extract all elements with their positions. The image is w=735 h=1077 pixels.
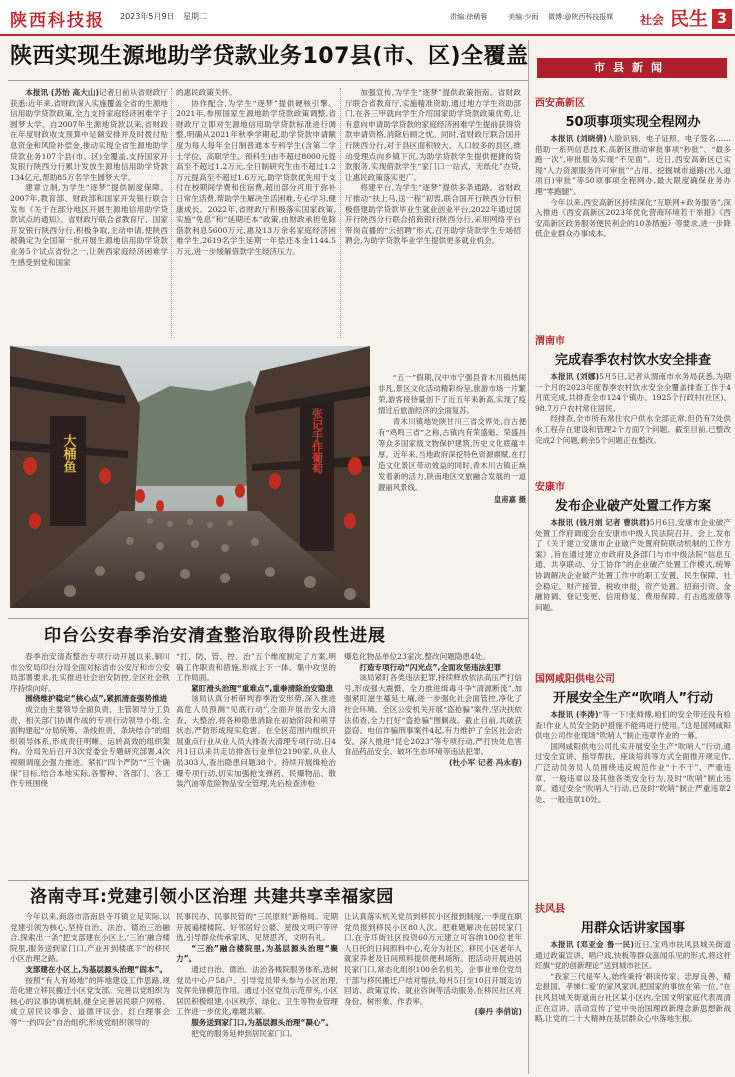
news-title: 用群众话讲家国事 (580, 921, 685, 936)
article-signature: (秦丹 李俏谊) (474, 1007, 522, 1017)
news-region: 渭南市 (535, 336, 565, 347)
sidebar-news-item (535, 94, 731, 307)
news-region: 国网咸阳供电公司 (535, 674, 615, 685)
article3-col1 (10, 912, 170, 1074)
article-para: 让认真落实机关党员到移民小区报到制度,一季度在职党员报到移民小区80人次。把难题解决在居民家门口,在寺耳街社区投资60万元建立可容纳100位老年人日托的日间照料中心,充分为社区、移民小区老年人就家养老及日间照料提供便利场所。把活动开展进居民家门口,常态化组织100余名机关、企事业单位党员干部与移民搬迁户结对帮扶,每月5日至10日开展走访回访、政策宣传、就业咨询等活动服务,在移民社区亮身份、树形象、作表率。 (344, 912, 522, 1006)
column-divider (340, 88, 341, 338)
column-divider (171, 88, 172, 338)
article2-col1 (10, 652, 170, 876)
article-para: 该局紧盯各类违法犯罪,持续释放依法高压严打信号,形成强大震慑。全力推进缉毒斗争“清源断流”,加强紧盯滋生蔓延土壤,进一步强化社会面管控,净化了社会环境。全区公安机关开展“盗抢骗”案件,坚决扶依法侦查,全力打好“盗抢骗”围剿战。截止目前,共破获盗窃、电信诈骗刑事案件4起,有力维护了全区社会治安。深入推进“昆仑2023”等专项行动,严打快处危害食品药品安全、破坏生态环境等违法犯罪。 (344, 673, 522, 757)
shop-sign-text: 大桶鱼 (60, 434, 76, 473)
news-region: 安康市 (535, 482, 565, 493)
section-big-label: 民生 (670, 8, 709, 30)
article-subheading: 支部建在小区上,为基层源头治理“固本”。 (25, 964, 168, 974)
main-article-para: 本报讯 (苏怡 高大山)记者日前从省财政厅获悉:近年来,省财政深入实施覆盖全省的生源地信用助学贷款政策,全力支持家庭经济困难学子圆梦大学。自2007年生源地贷款以来,省财政在年度财政收支预算中足额安排并及时拨付贴息资金和风险补偿金,推动实现全省生源地助学贷款业务107个县(市、区)全覆盖,支持国家开发银行陕西分行累计发放生源地信用助学贷款134亿元,帮助85万名学生圆梦大学。 (10, 88, 168, 182)
article-para: 今年以来,商洛市洛南县寺耳镇立足实际,以党建引领为核心,坚持自治、法治、德治三治融合,探索出一条“把支部建在小区上,‘三治’融合楼院里,服务送到家门口,产业开到楼底下”的移民小区治理之路。 (10, 912, 170, 964)
news-title: 完成春季农村饮水安全排查 (554, 353, 711, 368)
article-para: 把党的服务延伸到居民家门口, (191, 1028, 293, 1038)
masthead (0, 0, 735, 36)
sidebar-news-item (535, 670, 731, 915)
main-article-para: 加强宣传,为学生“逐梦”提供政策指南。省财政厅联合省教育厅,实施精准资助,通过地方学生资助部门,在各三甲就向学生介绍国家助学贷款政策优势,让有意向申请助学贷款的家庭经济困难学生提前获得贷款申请资格,消除后顾之忧。同时,省财政厅联合国开行陕西分行,对于县区面积较大、人口较多的县区,推动受理点向乡镇下沉,为助学贷款学生提供便捷的贷款服务,实现借款学生“家门口一站式、无纸化”办贷,让惠民政策落实更广。 (345, 88, 521, 182)
sidebar-header: 市县新闻 (594, 61, 670, 74)
news-region: 西安高新区 (535, 98, 585, 109)
article-para: 爆危化物品单位23家次,整改问题隐患4处。 (344, 652, 490, 661)
news-title: 开展安全生产“吹哨人”行动 (552, 691, 714, 706)
byline: 本报讯 (苏怡 高大山) (25, 88, 99, 97)
main-article-para: 的惠民政策关怀。 (176, 88, 237, 97)
sidebar (531, 40, 735, 1077)
section-rule (8, 618, 528, 619)
article3-headline: 洛南寺耳:党建引领小区治理 共建共享幸福家园 (30, 887, 394, 907)
issue-weekday: 星期二 (183, 12, 207, 21)
photo-caption-text: 青木川镇地处陕甘川三省交界处,自古便有“鸡鸣三省”之称,古镇内有荣盛魁、荣盛昌等众多国家级文物保护建筑,历史文化底蕴丰厚。近年来,当地政府深挖特色资源禀赋,在打造文化景区带动效益的同时,青木川古镇正焕发着新的活力,陕南地区文旅融合发展的一道靓丽风景线。 (378, 417, 526, 492)
street-scene-image (10, 346, 370, 608)
news-photo (10, 346, 370, 608)
masthead-rule (0, 34, 735, 36)
news-title: 发布企业破产处置工作方案 (554, 499, 711, 514)
article-signature: (杜小军 记者 冯永春) (449, 757, 522, 767)
byline: 本报讯 (刘晓倩) (550, 134, 607, 143)
headline-rule (8, 80, 528, 81)
article-subheading: 服务送到家门口,为基层源头治理“凝心”。 (191, 1017, 334, 1027)
sidebar-news-item (535, 478, 731, 688)
article-para: 春季治安清查整治专项行动开展以来,铜川市公安局印台分局全面对标省市公安厅和市公安局部署要求,扎实推进社会治安防控,全区社会秩序持续向好。 (10, 652, 170, 693)
sidebar-news-item (535, 900, 731, 1077)
news-body: 本报讯 (邓亚金 鲁一民)近日,宝鸡市扶风县城关街道通过政策宣讲、唱户戏,快板等群众喜闻乐见的形式,将这杆红旗“党的创新理论”送到城市社区。 “我家三代是军人,始终秉持‘耕读传家、忠厚良善、精忠报国、孝悌仁爱’的家风家训,把国家的事放在第一位。”在扶风县城关街道南台社区某小区内,全国文明家庭代表周清正在宣讲。活动宣传了党中央治国理政新理念新思想新战略,让党的二十大精神在基层群众心中落地生根。 (535, 940, 731, 1024)
editor-credit: 责编:徐稀蓉 (450, 13, 488, 21)
photo-credit: 皇甫嘉 摄 (493, 495, 526, 504)
designer-credit: 美编:少雨 (508, 13, 539, 21)
news-body: 本报讯 (钱月娟 记者 曹洪君)5月6日,安康市企业破产处置工作府调度会在安康市中级人民法院召开。会上,发布了《关于建立安康市企业破产处置府院联动机制的工作方案》,旨在通过建立市政府及各部门与市中级法院“信息互通、共享联动、分工协作”的企业破产处置工作模式,统筹协调解决企业破产处置工作中的职工安置、民生保障、社会稳定、财产接管、税收申报、资产处置、招商引资、金融协调、登记变更、信用修复、费用保障、打击逃废债等问题。 (535, 518, 731, 612)
section-rule (8, 880, 528, 881)
news-body: 本报讯 (李涛)“等一下!张师傅,咱们的安全带还没有检查!作业人员安全防护措施不能再进行使用。”这是国网咸阳供电公司作业现场“吹哨人”制止违章作业的一幕。 国网咸阳供电公司扎实开展安全生产“吹哨人”行动,通过安全宣讲、指导帮扶、座谈培训等方式全面推开规定作,广泛动员务员人员围绕违反规范作业“十不干”、严重违章、一般违章以及其他各类安全行为,及时“吹哨”制止违章。通过安全“吹哨人”行动,已及时“吹哨”制止严重违章2处、一般违章10处。 (535, 710, 731, 804)
article2-headline: 印台公安春季治安清查整治取得阶段性进展 (44, 626, 386, 646)
masthead-band (0, 0, 735, 32)
news-region: 扶风县 (535, 904, 565, 915)
photo-caption-text: “五一”假期,汉中市宁强县青木川镇热闹非凡,景区文化活动精彩纷呈,旅游市场一片繁荣,游客接待量创下了近五年来新高,实现了疫情过后旅游经济的全面复苏。 (378, 373, 526, 415)
article3-col3 (344, 912, 522, 1074)
main-article-col1 (10, 88, 168, 336)
main-article-para: 建章立制,为学生“逐梦”提供制度保障。2007年,教育部、财政部和国家开发银行联合发布《关于在部分地区开展生源地信用助学贷款试点的通知》。省财政厅联合省教育厅、国家开发银行陕西分行,积极争取,主动申请,使陕西被确定为全国第一批开展生源地信用助学贷款业务5个试点省份之一,让陕西家庭经济困难学生感受到党和国家 (10, 183, 168, 267)
article-para: 按照“有人有场地”的阵地建设工作思路,规范化建立移民搬迁小区党支部。完善以党组织为核心的议事协调机制,健全完善居民联户网格、成立居民议事会、道德评议会、红白理事会等“一约四会”自治组织,形成党组织领导的 (10, 975, 170, 1027)
article-para: “打、防、管、控、治”五个维度制定了方案,明确工作职责和措施,形成上下一体、集中攻坚的工作局面。 (176, 652, 336, 683)
article2-col2 (176, 652, 336, 876)
sidebar-divider (528, 40, 529, 1074)
article-subheading: 紧盯滑头治理“重难点”,重拳清除治安隐患 (191, 683, 334, 693)
issue-date: 2023年5月9日 (120, 12, 175, 21)
main-headline: 陕西实现生源地助学贷款业务107县(市、区)全覆盖 (10, 44, 529, 69)
byline: 本报讯 (邓亚金 鲁一民) (550, 940, 634, 949)
article-subheading: 打造专项行动“闪光点”,全面攻坚违法犯罪 (359, 662, 502, 672)
article-para: 民事民办、民事民管的“三民原则”新格局。定期开展遍楼楼院、好邻居好公婆、星级文明户等评选,引导群众传承家风、见贤思齐、文明有礼。 (176, 912, 338, 943)
main-article-col3 (345, 88, 521, 336)
page-number: 3 (712, 9, 732, 29)
byline: 本报讯 (钱月娟 记者 曹洪君) (550, 518, 650, 527)
section-label: 社会 (640, 13, 665, 27)
shop-sign-text: 张记手作葡萄 (310, 408, 324, 474)
article-para: 通过自治、德治、法治各楼院服务体系,选树党员中心户58户、引导党员带头参与小区治理,发挥先锋模范作用。通过小区党员示范带头,小区居民积极组建,小区秩序、绿化、卫生等物业管理工作进一步优化,难题共解。 (176, 964, 338, 1017)
news-body: 本报讯 (刘娜)5月5日,记者从渭南市水务局获悉,为期一个月的2023年度春季农村饮水安全全覆盖排查工作于4月底完成,共排查全市124个镇办、1925个行政村(社区)、98.7万户农村常住居民。 经排查,全市所有常住农户供水全部正常,但仍有7处供水工程存在建设和管理2个方面7个问题。截至目前,已整改完成2个问题,剩余5个问题正在整改。 (535, 372, 731, 445)
main-article-col2 (176, 88, 336, 336)
byline: 本报讯 (李涛) (550, 710, 599, 719)
news-title: 50项事项实现全程网办 (565, 115, 701, 130)
main-article-para: 将建平台,为学生“逐梦”提供多条通路。省财政厅推动“扶上马,送一程”初衷,联合国开行陕西分行积极搭建助学贷款毕业生就业创业平台,2022年通过国开行陕西分行联合招商银行陕西分行,采用网络平台带岗直播的“云招聘”形式,召开助学贷款学生专场招聘会,为助学贷款毕业学生提供更多就业机会。 (345, 183, 521, 246)
wechat-credit: 微博:@陕西科技报媒 (548, 13, 614, 21)
article-subheading: “三治”融合楼院里,为基层源头治理“聚力”。 (176, 943, 338, 964)
news-body: 本报讯 (刘晓倩)人脸识别、电子证照、电子签名……借助一系列信息技术,高新区推动审批事项“秒批”、“最多跑一次”,审批服务实现“不见面”。近日,西安高新区已实现“人力资源服务许可审批”“占用、挖掘城市道路(出入道项目)审批”等50项事项全程网办,最大限度确保业务办理“零跑腿”。 今年以来,西安高新区持续深化“互联网+政务服务”,深入推进《西安高新区2023年优化营商环境若干举措》《西安高新区政务服务便民利企的10条措施》等要求,进一步降低企业群众办事成本。 (535, 134, 731, 239)
article-subheading: 围绕维护稳定“核心点”,紧抓清查强势推进 (25, 694, 168, 704)
article2-col3 (344, 652, 522, 876)
photo-caption (378, 372, 526, 505)
main-article-para: 协作配合,为学生“逐梦”提供硬核引擎。2021年,参照国家生源地助学贷款政策调整,省财政厅立即对生源地信用助学贷款标准进行调整,明确从2021年秋季学期起,助学贷款申请额度为每人每年全日制普通本专科学生(含第二学士学位、高职学生、预科生)由不超过8000元提高至不超过1.2万元,全日制研究生由不超过1.2万元提高至不超过1.6万元,助学贷款优先用于支付在校期间学费和住宿费,超出部分可用于弥补日常生活费,帮助学生解决生活困难,专心学习,健康成长。2022年,省财政厅积极落实国家政策,实施“免息”和“延期还本”政策,由财政承担免除借款利息5600万元,惠及13万余名家庭经济困难学生,2619名学生延期一年偿还本金1144.5万元,进一步缓解借款学生经济压力。 (176, 98, 336, 256)
newspaper-name: 陕西科技报 (10, 11, 105, 31)
article3-col2 (176, 912, 338, 1074)
byline: 本报讯 (刘娜) (550, 372, 600, 381)
sidebar-news-item (535, 332, 731, 486)
article-para: 成立由主要领导全面负责、主管领导分工负责、相关部门协调作战的专项行动领导小组,全面构建起“分局统筹、条线担责、条块结合”的组织领导体系,形成责任明晰、运转高效的组织架构。分局先后召开3次党委会专题研究部署,4次视频调度会强力推进。紧扣“四个严防”“三个确保”目标,结合本地实际,各警种、各部门、各工作专班围绕 (10, 704, 170, 789)
article-para: 该局认真分析研判春季治安形势,深入推进高危人员预测“见底行动”,全面开展治安大清查、大整治,将各种隐患消除在初始阶段和萌芽状态,严防形成现实危害。在全区范围内组织开展重点行业从业人员大排查大清理专项行动,日4月1日以来共走访排查行业单位2190家,从业人员303人,查出隐患问题38个。持续开展缉枪治爆专项行动,切实加强枪支弹药、民爆物品、散装汽油等危险物品安全管理,先后检查涉枪 (176, 694, 336, 789)
